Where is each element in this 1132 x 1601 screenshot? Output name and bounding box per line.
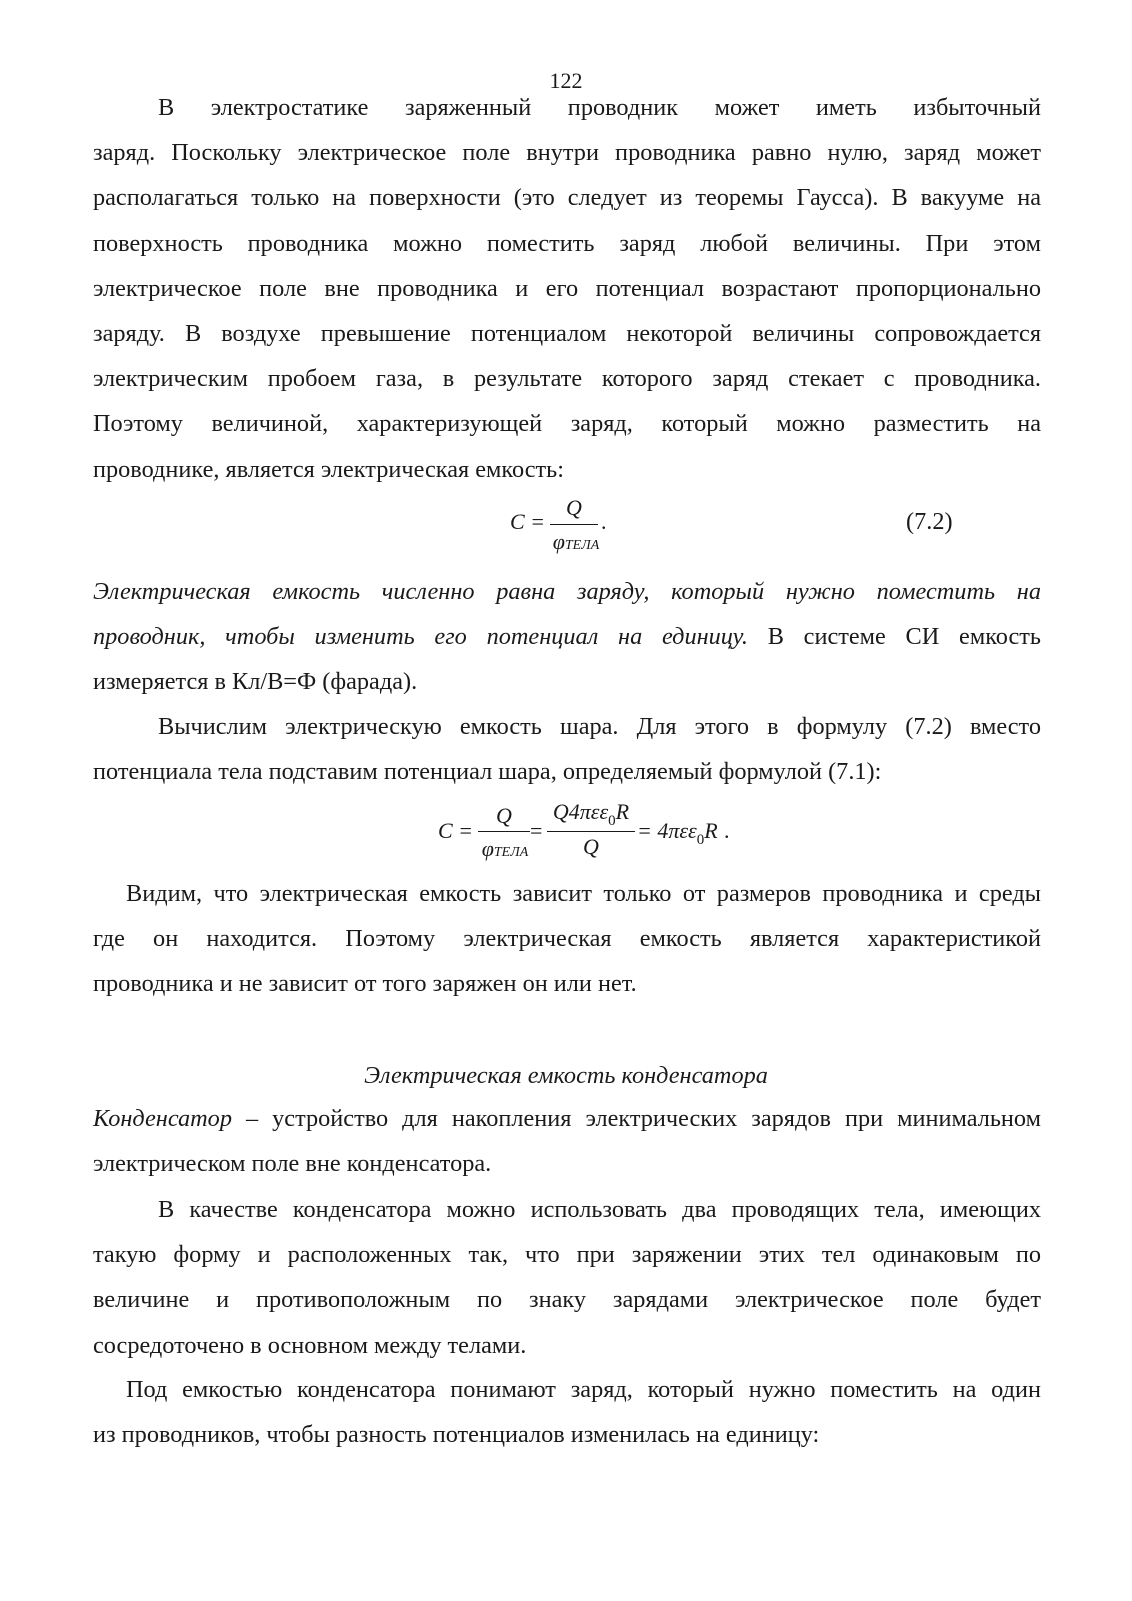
text-line: сосредоточено в основном между телами. — [93, 1331, 527, 1359]
formula-result: = 4πεε$_0$R — [637, 818, 718, 848]
fraction1-numerator: Q — [496, 803, 512, 828]
page-number: 122 — [549, 68, 583, 93]
formula-capacitance — [500, 495, 630, 565]
text-line: Поэтому величиной, характеризующей заряд, который можно разместить на — [93, 410, 1041, 438]
text-line: поверхность проводника можно поместить заряд любой величины. При этом — [93, 229, 1041, 257]
text-line: В электростатике заряженный проводник может иметь избыточный — [158, 94, 1041, 121]
text-line: где он находится. Поэтому электрическая емкость является характеристикой — [93, 925, 1041, 953]
fraction2-denominator: Q — [583, 834, 599, 859]
text-line: из проводников, чтобы разность потенциалов изменилась на единицу: — [93, 1421, 820, 1449]
text-line: такую форму и расположенных так, что при заряжении этих тел одинаковым по — [93, 1241, 1041, 1269]
text-line: Вычислим электрическую емкость шара. Для этого в формулу (7.2) вместо — [158, 713, 1041, 740]
text-line: В качестве конденсатора можно использовать два проводящих тела, имеющих — [158, 1196, 1041, 1223]
text-line: заряду. В воздухе превышение потенциалом некоторой величины сопровождается — [93, 320, 1041, 348]
text-line: измеряется в Кл/В=Ф (фарада). — [93, 668, 418, 696]
paragraph-conclusion — [93, 871, 1041, 1007]
paragraph-capacitor-definition — [93, 1096, 1041, 1186]
formula-lhs: C = — [510, 509, 546, 534]
paragraph-capacitor-capacitance — [93, 1367, 1041, 1457]
formula-period: . — [724, 818, 730, 843]
fraction-bar — [547, 831, 635, 832]
text-line: проводник, чтобы изменить его потенциал на единицу. В системе СИ емкость — [93, 623, 1041, 651]
text-line: заряд. Поскольку электрическое поле внутри проводника равно нулю, заряд может — [93, 139, 1041, 167]
text-line: проводнике, является электрическая емкость: — [93, 455, 564, 483]
formula-denominator: φТЕЛА — [552, 529, 600, 554]
equation-number: (7.2) — [906, 508, 953, 535]
paragraph-sphere — [93, 704, 1041, 794]
paragraph-definition — [93, 569, 1041, 705]
paragraph-electrostatics — [93, 85, 1041, 492]
fraction1-denominator: φТЕЛА — [481, 836, 529, 861]
text-line: электрическим пробоем газа, в результате которого заряд стекает с проводника. — [93, 365, 1041, 393]
text-line: Под емкостью конденсатора понимают заряд, который нужно поместить на один — [126, 1376, 1041, 1403]
text-line: проводника и не зависит от того заряжен он или нет. — [93, 970, 637, 998]
formula-sphere-capacitance — [430, 798, 750, 868]
text-line: потенциала тела подставим потенциал шара, определяемый формулой (7.1): — [93, 758, 882, 786]
section-title: Электрическая емкость конденсатора — [364, 1062, 768, 1089]
fraction-bar — [550, 524, 598, 525]
text-line: располагаться только на поверхности (это следует из теоремы Гаусса). В вакууме на — [93, 184, 1041, 212]
formula-period: . — [601, 509, 607, 534]
text-line: величине и противоположным по знаку зарядами электрическое поле будет — [93, 1286, 1041, 1314]
text-line: Видим, что электрическая емкость зависит только от размеров проводника и среды — [126, 880, 1041, 907]
formula-numerator: Q — [566, 495, 582, 520]
text-line: электрическое поле вне проводника и его потенциал возрастают пропорционально — [93, 274, 1041, 302]
fraction2-numerator: Q4πεε$_0$R — [552, 799, 630, 829]
text-line: Электрическая емкость численно равна заряду, который нужно поместить на — [93, 578, 1041, 605]
paragraph-capacitor-bodies — [93, 1187, 1041, 1368]
formula-lhs: C = — [438, 818, 474, 843]
text-line: Конденсатор – устройство для накопления электрических зарядов при минимальном — [93, 1105, 1041, 1132]
text-line: электрическом поле вне конденсатора. — [93, 1150, 492, 1178]
equals-sign: = — [530, 818, 543, 843]
fraction-bar — [478, 831, 530, 832]
